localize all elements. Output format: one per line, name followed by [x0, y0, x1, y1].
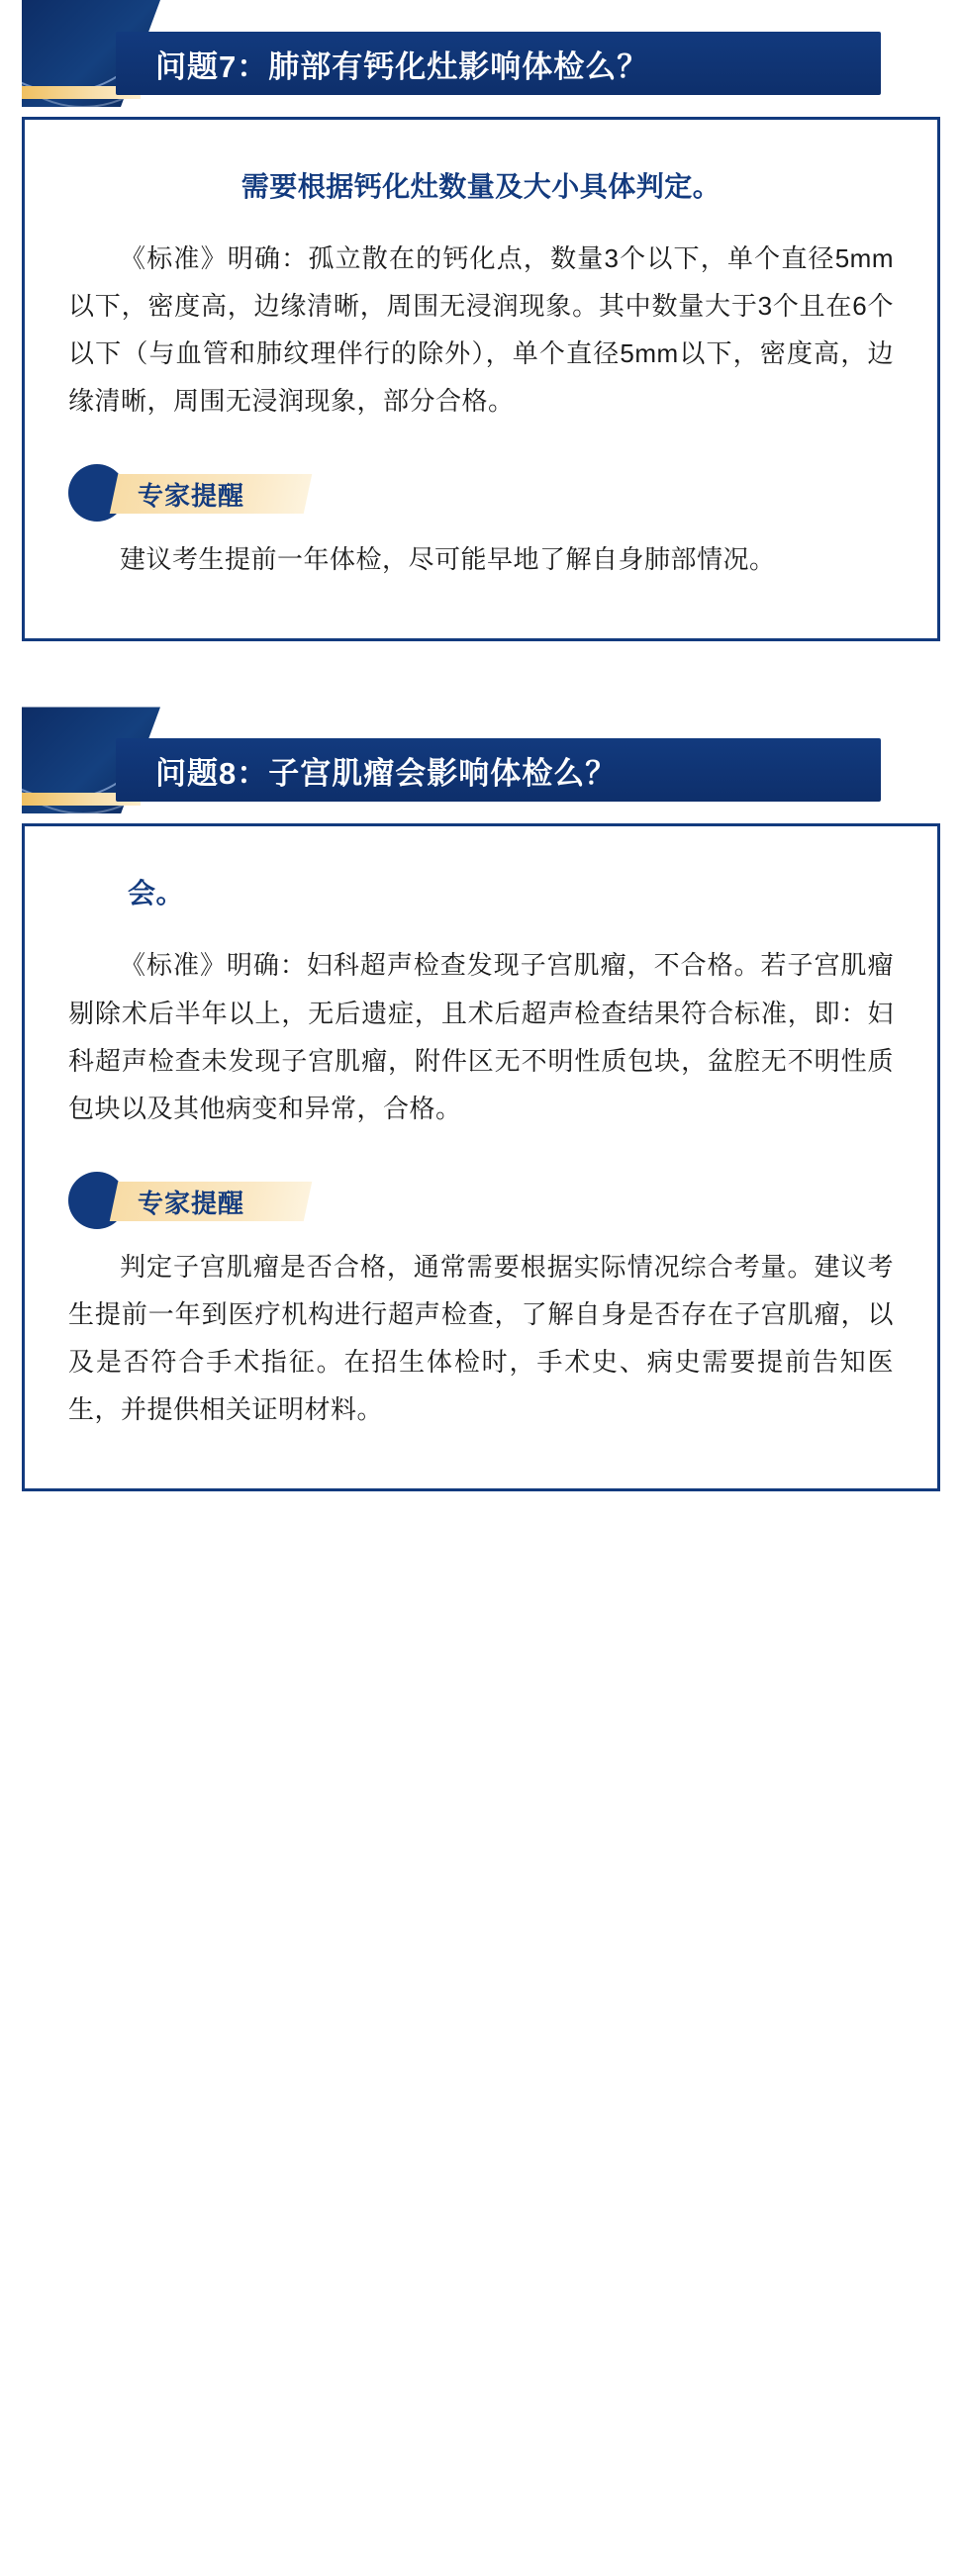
banner-bar — [116, 738, 881, 802]
expert-tip-body: 判定子宫肌瘤是否合格，通常需要根据实际情况综合考量。建议考生提前一年到医疗机构进行超声检查，了解自身是否存在子宫肌瘤，以及是否符合手术指征。在招生体检时，手术史、病史需要提前告知医生，并提供相关证明材料。 — [68, 1251, 894, 1425]
banner-right-swoosh-icon — [863, 24, 940, 105]
section-title: 问题8：子宫肌瘤会影响体检么？ — [155, 755, 618, 791]
expert-tip-body: 建议考生提前一年体检，尽可能早地了解自身肺部情况。 — [120, 544, 776, 575]
content-card — [22, 117, 940, 641]
expert-tip-text: 专家提醒 — [138, 1188, 245, 1218]
faq-section-7 — [0, 0, 962, 641]
section-title: 问题7：肺部有钙化灶影响体检么？ — [155, 48, 649, 84]
expert-tip-label — [68, 1166, 894, 1237]
answer-heading: 需要根据钙化灶数量及大小具体判定。 — [240, 171, 722, 202]
section-banner — [22, 707, 940, 813]
expert-tip-label — [68, 458, 894, 529]
banner-bar — [116, 32, 881, 95]
answer-body: 《标准》明确：孤立散在的钙化点，数量3个以下，单个直径5mm以下，密度高，边缘清晰，周围无浸润现象。其中数量大于3个且在6个以下（与血管和肺纹理伴行的除外），单个直径5mm以下，密度高，边缘清晰，周围无浸润现象，部分合格。 — [68, 243, 894, 417]
section-banner — [22, 0, 940, 107]
content-card — [22, 823, 940, 1491]
expert-tip-text: 专家提醒 — [138, 481, 245, 512]
faq-section-8 — [0, 707, 962, 1491]
section-divider — [0, 641, 962, 707]
banner-right-swoosh-icon — [863, 730, 940, 811]
answer-heading: 会。 — [128, 878, 185, 909]
answer-body: 《标准》明确：妇科超声检查发现子宫肌瘤，不合格。若子宫肌瘤剔除术后半年以上，无后遗症，且术后超声检查结果符合标准，即：妇科超声检查未发现子宫肌瘤，附件区无不明性质包块，盆腔无不明性质包块以及其他病变和异常，合格。 — [68, 950, 894, 1123]
